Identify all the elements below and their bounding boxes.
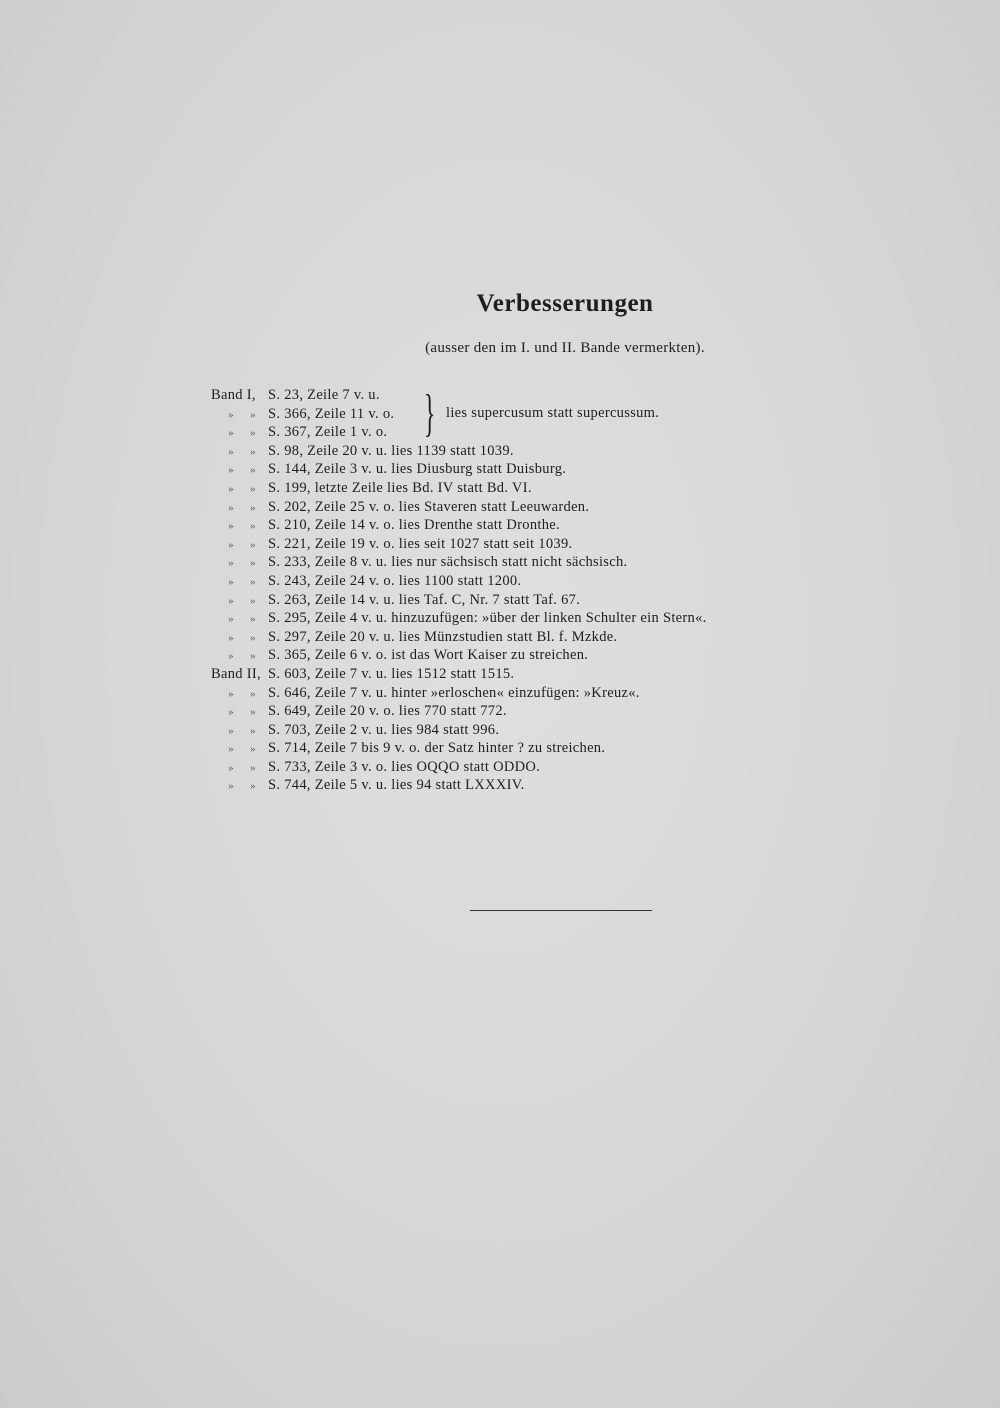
ditto-mark: » [228, 427, 234, 440]
errata-row [211, 646, 971, 665]
ditto-mark: » [228, 464, 234, 477]
errata-text: S. 703, Zeile 2 v. u. lies 984 statt 996. [268, 721, 500, 738]
errata-row [211, 442, 971, 461]
ditto-mark: » [250, 687, 256, 700]
errata-row [211, 739, 971, 758]
errata-text: S. 199, letzte Zeile lies Bd. IV statt Bd. VI. [268, 479, 532, 496]
ditto-mark: » [228, 557, 234, 570]
errata-row [211, 758, 971, 777]
ditto-mark: » [228, 650, 234, 663]
ditto-mark: » [250, 557, 256, 570]
ditto-mark: » [250, 427, 256, 440]
ditto-marks [211, 442, 268, 462]
ditto-mark: » [228, 631, 234, 644]
errata-text: S. 365, Zeile 6 v. o. ist das Wort Kaiser zu streichen. [268, 647, 589, 664]
ditto-marks [211, 721, 268, 741]
ditto-mark: » [228, 482, 234, 495]
ditto-marks [211, 702, 268, 722]
ditto-marks [211, 405, 268, 425]
ditto-mark: » [250, 520, 256, 533]
errata-text: S. 744, Zeile 5 v. u. lies 94 statt LXXXIV. [268, 777, 525, 794]
ditto-mark: » [228, 761, 234, 774]
ditto-mark: » [250, 501, 256, 514]
errata-text: S. 263, Zeile 14 v. u. lies Taf. C, Nr. 7 statt Taf. 67. [268, 591, 581, 608]
errata-text: S. 295, Zeile 4 v. u. hinzuzufügen: »über der linken Schulter ein Stern«. [268, 610, 707, 627]
ditto-marks [211, 423, 268, 443]
errata-text: S. 366, Zeile 11 v. o. [268, 405, 395, 422]
ditto-mark: » [250, 464, 256, 477]
ditto-marks [211, 646, 268, 666]
ditto-mark: » [228, 724, 234, 737]
ditto-mark: » [228, 501, 234, 514]
ditto-mark: » [228, 408, 234, 421]
ditto-mark: » [228, 613, 234, 626]
errata-text: S. 714, Zeile 7 bis 9 v. o. der Satz hinter ? zu streichen. [268, 740, 606, 757]
errata-text: S. 23, Zeile 7 v. u. [268, 387, 380, 403]
errata-text: S. 603, Zeile 7 v. u. lies 1512 statt 1515. [268, 665, 515, 682]
errata-row [211, 572, 971, 591]
ditto-mark: » [250, 631, 256, 644]
errata-row [211, 386, 971, 405]
band-label: Band I, [211, 387, 256, 403]
errata-row [211, 776, 971, 795]
errata-row [211, 535, 971, 554]
band-label: Band II, [211, 665, 261, 682]
errata-text: S. 233, Zeile 8 v. u. lies nur sächsisch statt nicht sächsisch. [268, 554, 628, 571]
ditto-mark: » [250, 780, 256, 793]
ditto-mark: » [250, 575, 256, 588]
ditto-marks [211, 591, 268, 611]
ditto-marks [211, 628, 268, 648]
errata-text: S. 733, Zeile 3 v. o. lies OQQO statt ODDO. [268, 758, 541, 775]
ditto-marks [211, 776, 268, 796]
ditto-mark: » [250, 724, 256, 737]
ditto-mark: » [228, 780, 234, 793]
ditto-marks [211, 739, 268, 759]
errata-row [211, 609, 971, 628]
ditto-mark: » [228, 445, 234, 458]
ditto-mark: » [250, 408, 256, 421]
errata-row [211, 665, 971, 684]
errata-text: S. 297, Zeile 20 v. u. lies Münzstudien statt Bl. f. Mzkde. [268, 628, 618, 645]
closing-rule [470, 910, 652, 911]
ditto-marks [211, 535, 268, 555]
ditto-mark: » [250, 445, 256, 458]
ditto-marks [211, 684, 268, 704]
errata-text: S. 649, Zeile 20 v. o. lies 770 statt 772. [268, 703, 507, 720]
ditto-marks [211, 460, 268, 480]
errata-text: S. 98, Zeile 20 v. u. lies 1139 statt 1039. [268, 442, 514, 459]
ditto-marks [211, 553, 268, 573]
ditto-marks [211, 758, 268, 778]
ditto-mark: » [250, 613, 256, 626]
ditto-marks [211, 498, 268, 518]
ditto-mark: » [250, 650, 256, 663]
errata-row [211, 628, 971, 647]
ditto-mark: » [250, 761, 256, 774]
errata-text: S. 144, Zeile 3 v. u. lies Diusburg statt Duisburg. [268, 461, 567, 478]
ditto-mark: » [228, 594, 234, 607]
errata-row [211, 684, 971, 703]
ditto-mark: » [228, 687, 234, 700]
ditto-marks [211, 572, 268, 592]
ditto-mark: » [250, 538, 256, 551]
errata-row [211, 479, 971, 498]
brace-icon: } [424, 385, 436, 442]
ditto-mark: » [250, 482, 256, 495]
errata-text: S. 243, Zeile 24 v. o. lies 1100 statt 1200. [268, 572, 522, 589]
errata-text: S. 210, Zeile 14 v. o. lies Drenthe statt Dronthe. [268, 517, 560, 534]
errata-text: S. 367, Zeile 1 v. o. [268, 424, 388, 441]
brace-correction-text: lies supercusum statt supercussum. [446, 404, 660, 421]
ditto-mark: » [250, 706, 256, 719]
errata-row [211, 423, 971, 442]
page-title: Verbesserungen [476, 290, 654, 317]
ditto-mark: » [228, 520, 234, 533]
page-subtitle: (ausser den im I. und II. Bande vermerkten). [425, 340, 705, 356]
errata-row [211, 702, 971, 721]
errata-row [211, 516, 971, 535]
ditto-mark: » [228, 706, 234, 719]
ditto-mark: » [228, 743, 234, 756]
errata-row [211, 460, 971, 479]
errata-text: S. 202, Zeile 25 v. o. lies Staveren statt Leeuwarden. [268, 498, 590, 515]
ditto-mark: » [228, 538, 234, 551]
ditto-mark: » [250, 743, 256, 756]
ditto-marks [211, 479, 268, 499]
errata-row [211, 591, 971, 610]
errata-text: S. 221, Zeile 19 v. o. lies seit 1027 statt seit 1039. [268, 535, 573, 552]
ditto-marks [211, 609, 268, 629]
errata-text: S. 646, Zeile 7 v. u. hinter »erloschen« einzufügen: »Kreuz«. [268, 684, 640, 701]
ditto-marks [211, 516, 268, 536]
errata-list [211, 386, 971, 795]
errata-row [211, 553, 971, 572]
ditto-mark: » [250, 594, 256, 607]
ditto-mark: » [228, 575, 234, 588]
errata-row [211, 721, 971, 740]
errata-row [211, 498, 971, 517]
